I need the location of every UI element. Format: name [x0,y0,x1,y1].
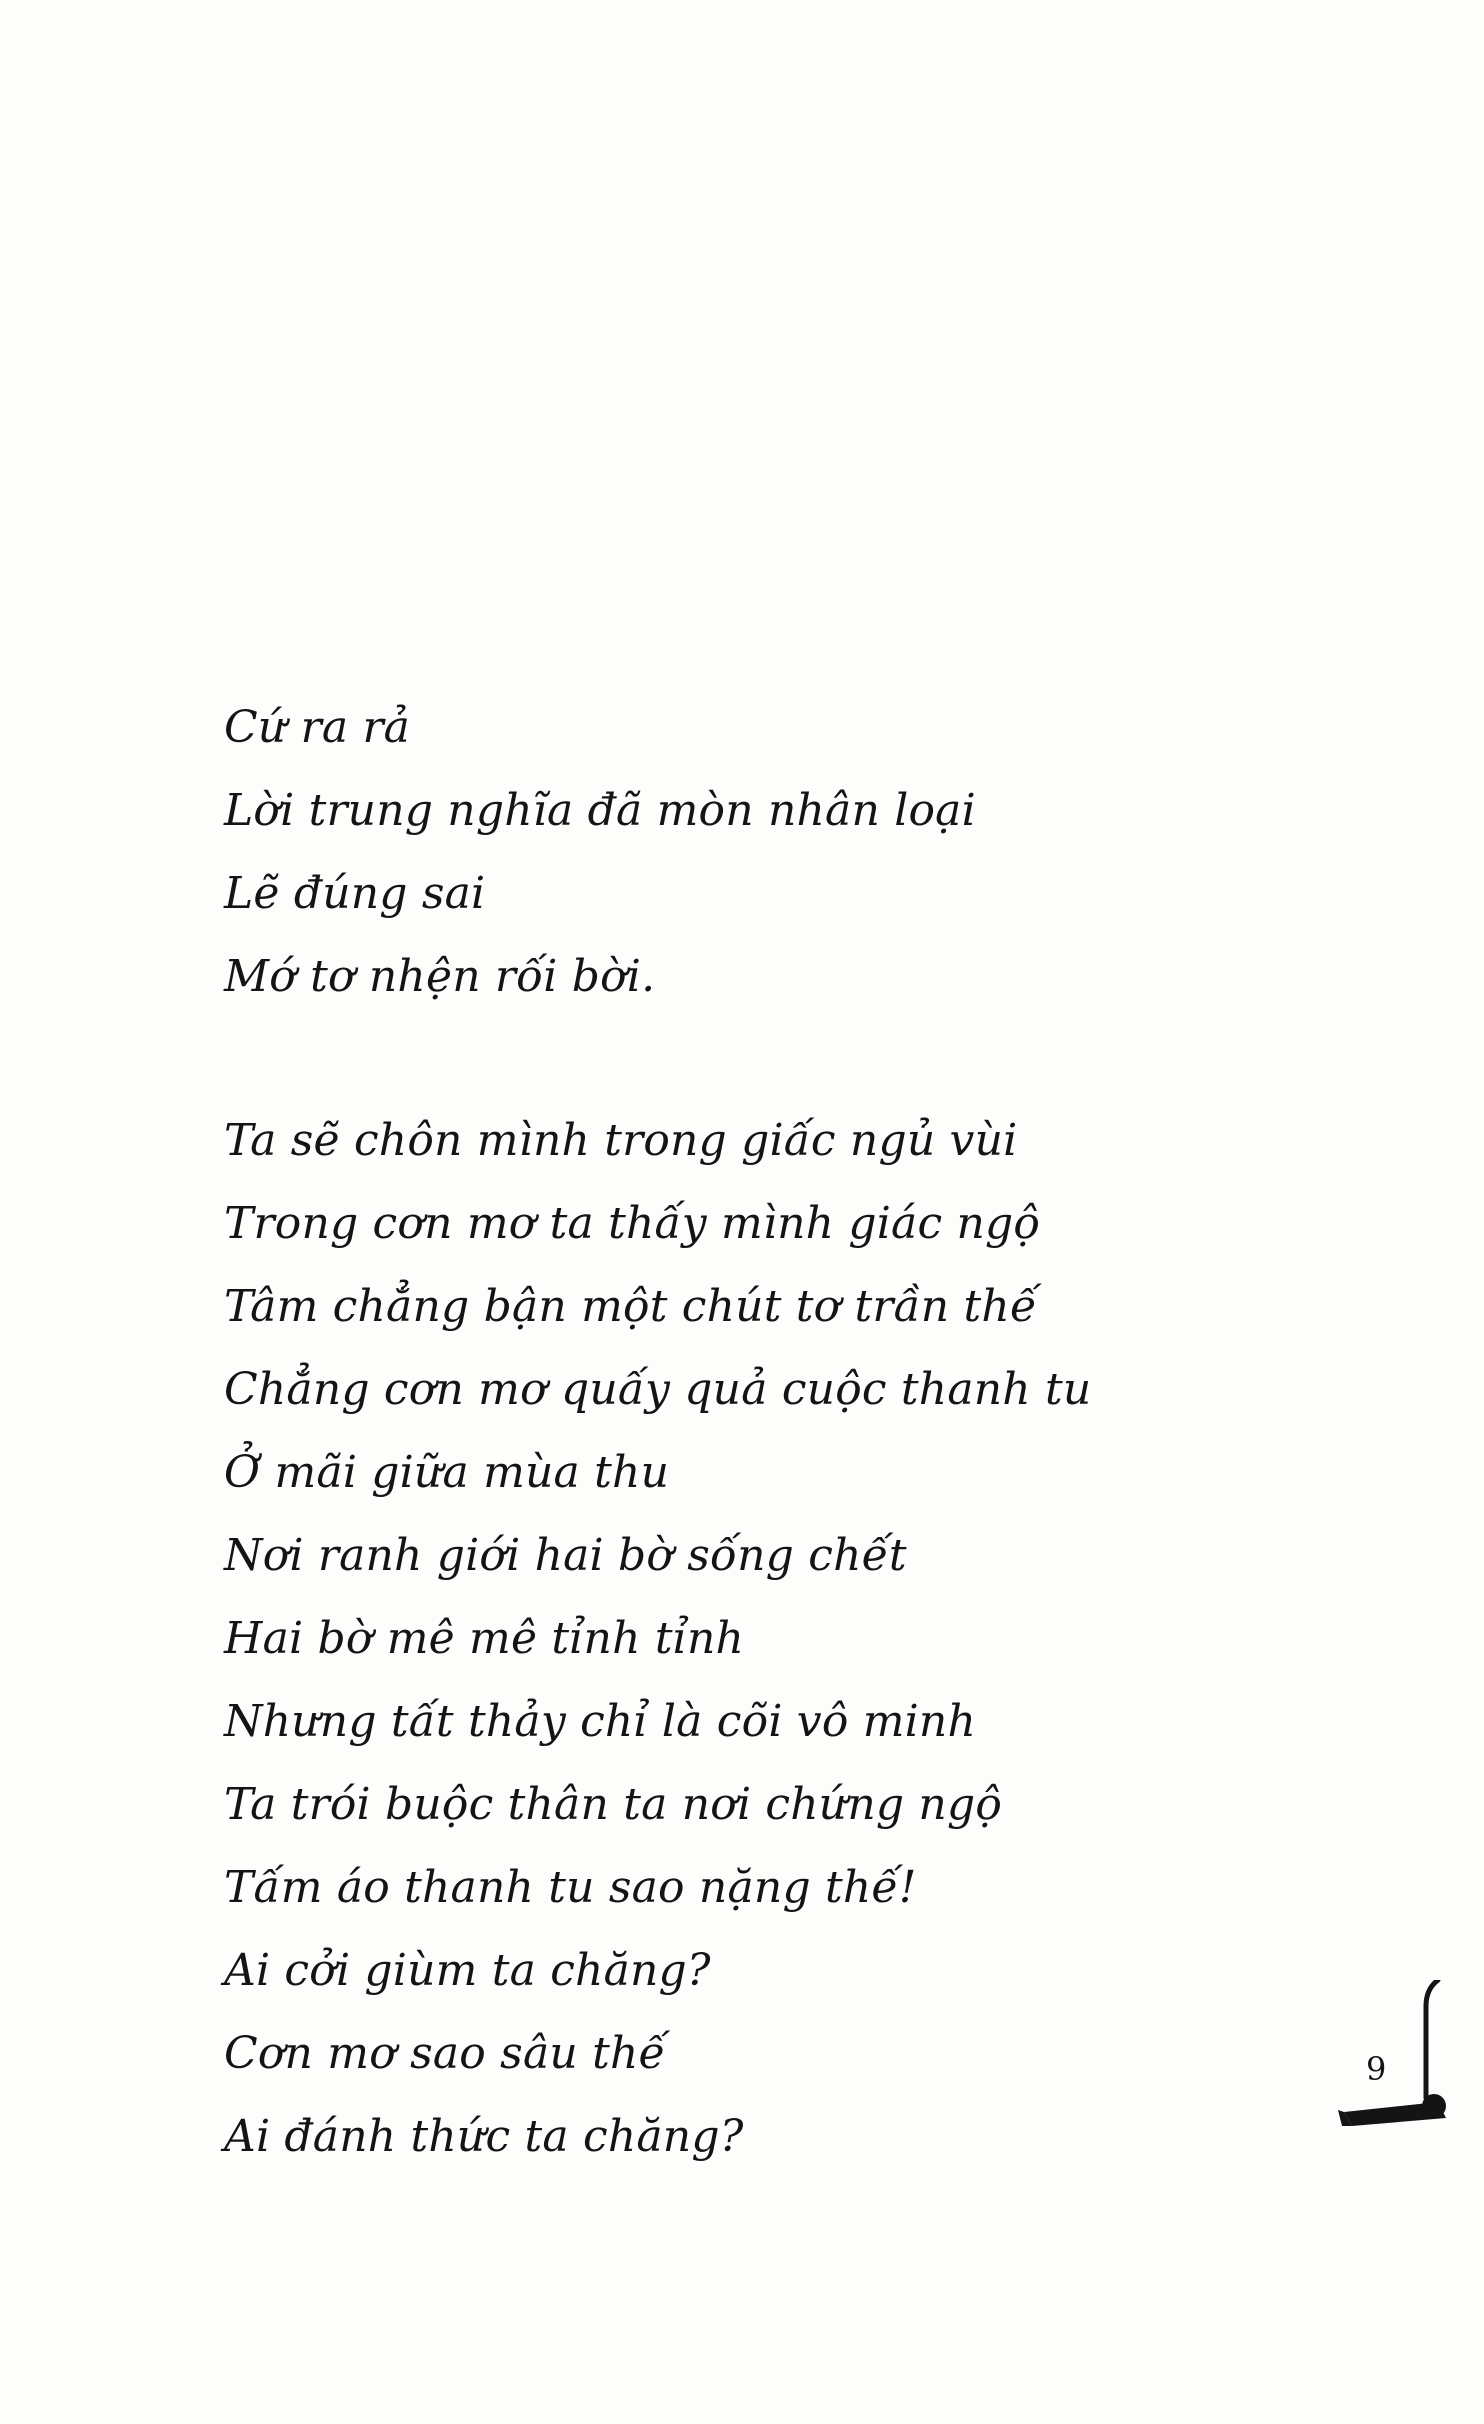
poem-line: Ta sẽ chôn mình trong giấc ngủ vùi [224,1115,1018,1166]
poem-line: Lời trung nghĩa đã mòn nhân loại [224,785,976,836]
poem-line: Cứ ra rả [224,702,411,753]
poem-line: Nhưng tất thảy chỉ là cõi vô minh [224,1696,977,1747]
folio-ornament-icon [1338,1980,1458,2140]
poem-line: Chẳng cơn mơ quấy quả cuộc thanh tu [224,1364,1092,1415]
poem-line: Trong cơn mơ ta thấy mình giác ngộ [224,1198,1041,1249]
poem-line: Ở mãi giữa mùa thu [224,1447,670,1498]
poem-line: Ai cởi giùm ta chăng? [224,1945,711,1996]
poem-line: Mớ tơ nhện rối bời. [224,951,656,1002]
poem-line: Hai bờ mê mê tỉnh tỉnh [224,1613,745,1664]
page-number: 9 [1366,2050,1387,2088]
poem-line: Nơi ranh giới hai bờ sống chết [224,1530,907,1581]
poem-line: Ta trói buộc thân ta nơi chứng ngộ [224,1779,1003,1830]
poem-line: Tấm áo thanh tu sao nặng thế! [224,1862,917,1913]
poem-line: Cơn mơ sao sâu thế [224,2028,666,2079]
poem-stanza-1 [224,686,976,1018]
poem-line: Tâm chẳng bận một chút tơ trần thế [224,1281,1038,1332]
poem-line: Ai đánh thức ta chăng? [224,2111,744,2162]
poem-line: Lẽ đúng sai [224,868,486,919]
poem-stanza-2 [224,1099,1091,2178]
